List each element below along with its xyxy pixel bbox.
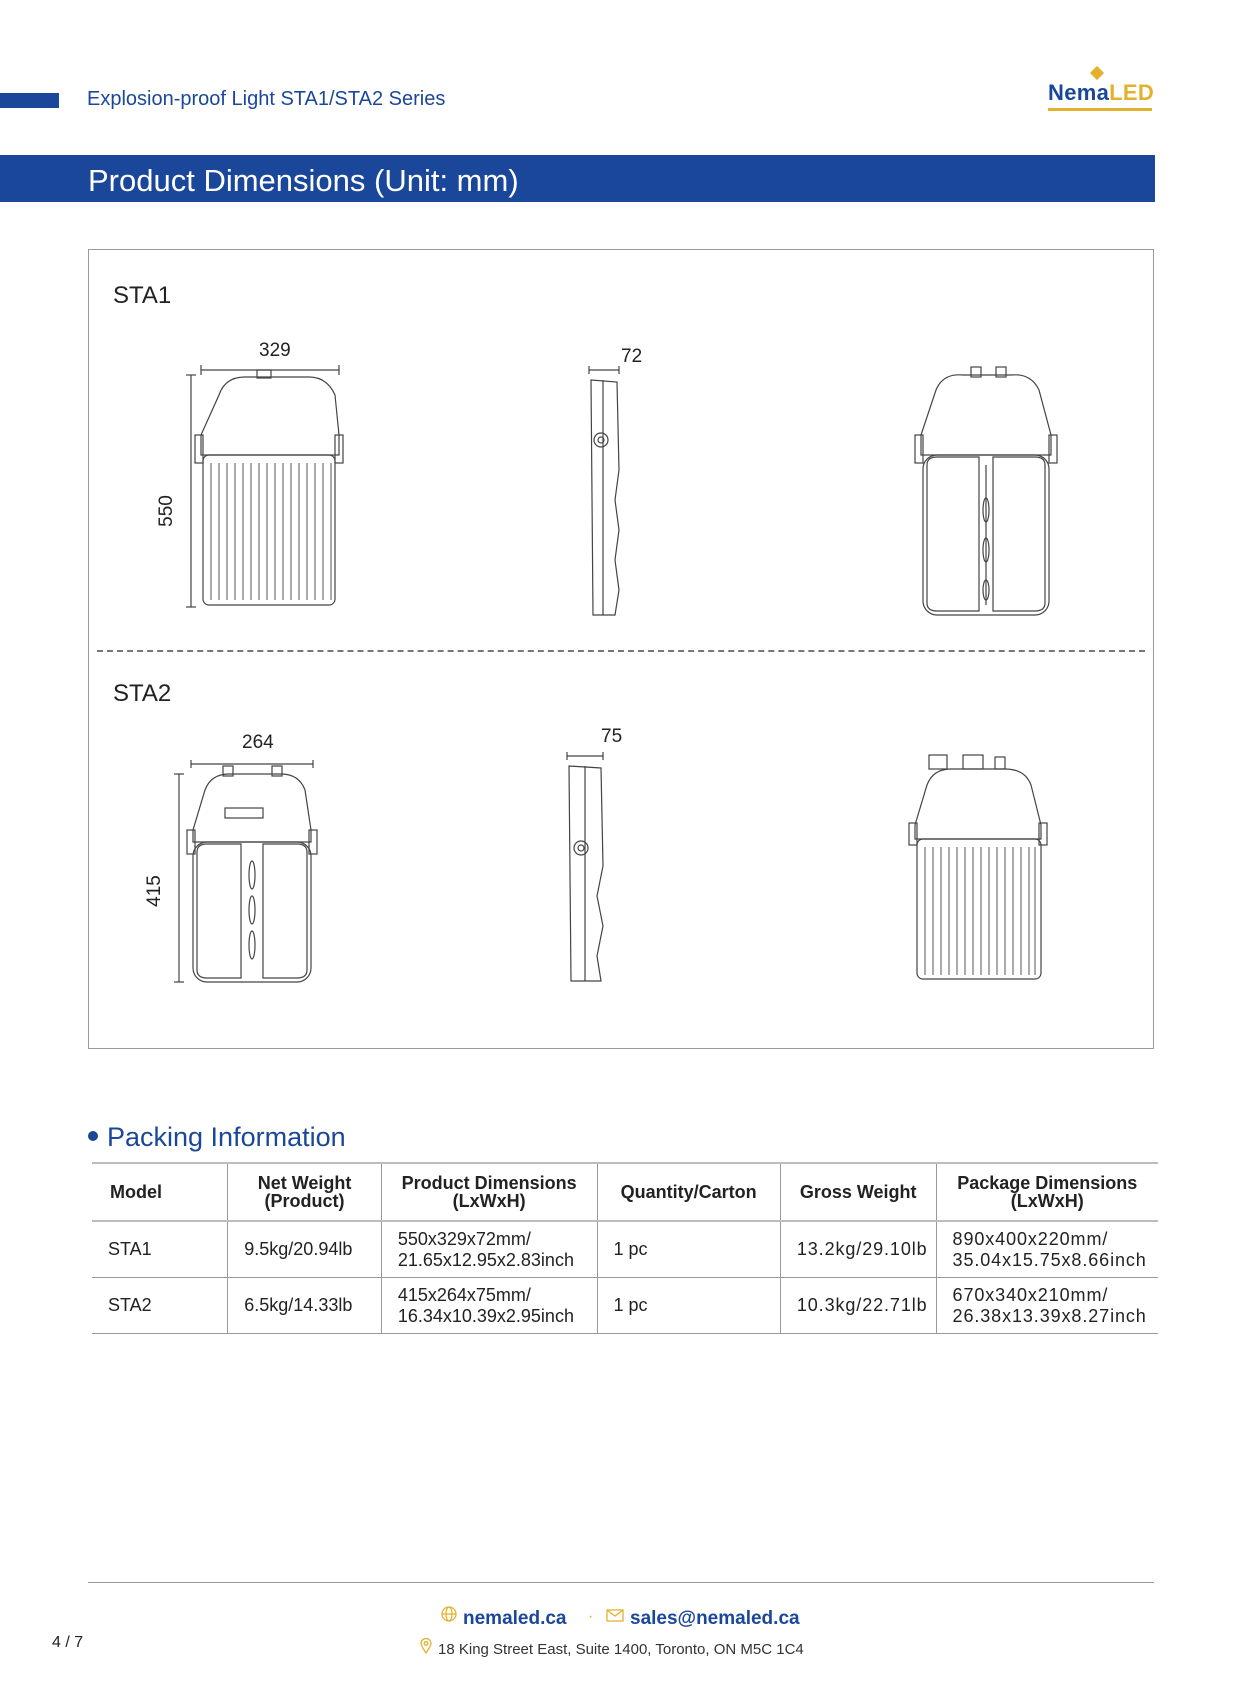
- col-header-net-weight: Net Weight (Product): [228, 1163, 382, 1221]
- banner-title: Product Dimensions (Unit: mm): [88, 163, 519, 198]
- col-header-model: Model: [92, 1163, 228, 1221]
- cell-product-dimensions: 550x329x72mm/ 21.65x12.95x2.83inch: [381, 1221, 597, 1278]
- sta1-height-label: 550: [155, 495, 177, 527]
- cell-quantity: 1 pc: [597, 1221, 780, 1278]
- cell-quantity: 1 pc: [597, 1278, 780, 1334]
- table-header-row: [92, 1163, 1158, 1221]
- sta1-side-drawing: [589, 370, 629, 620]
- model-label-sta2: STA2: [113, 680, 172, 707]
- cell-package-dimensions: 890x400x220mm/ 35.04x15.75x8.66inch: [936, 1221, 1158, 1278]
- cell-net-weight: 9.5kg/20.94lb: [228, 1221, 382, 1278]
- section-banner: [0, 155, 1155, 202]
- footer-address: 18 King Street East, Suite 1400, Toronto, ON M5C 1C4: [420, 1640, 804, 1660]
- col-header-package-dimensions: Package Dimensions (LxWxH): [936, 1163, 1158, 1221]
- envelope-icon: [606, 1606, 624, 1628]
- model-label-sta1: STA1: [113, 282, 172, 309]
- website-link[interactable]: nemaled.ca: [441, 1608, 567, 1630]
- footer-divider: [88, 1582, 1154, 1583]
- sta2-front-drawing: [177, 760, 322, 995]
- cell-product-dimensions: 415x264x75mm/ 16.34x10.39x2.95inch: [381, 1278, 597, 1334]
- col-header-quantity: Quantity/Carton: [597, 1163, 780, 1221]
- sta1-back-drawing: [911, 365, 1061, 625]
- sta1-width-label: 329: [259, 340, 291, 361]
- cell-model: STA2: [92, 1278, 228, 1334]
- table-row: [92, 1278, 1158, 1334]
- sta2-width-label: 264: [242, 732, 274, 753]
- brand-logo[interactable]: [1048, 66, 1154, 116]
- sta1-depth-label: 72: [621, 346, 643, 367]
- sta2-height-label: 415: [143, 875, 165, 907]
- bullet-icon: [88, 1131, 98, 1141]
- table-row: [92, 1221, 1158, 1278]
- location-pin-icon: [420, 1638, 432, 1658]
- sta2-depth-label: 75: [601, 726, 623, 747]
- col-header-gross-weight: Gross Weight: [780, 1163, 936, 1221]
- globe-icon: [441, 1606, 457, 1628]
- section-divider: [97, 650, 1145, 652]
- series-title: Explosion-proof Light STA1/STA2 Series: [87, 88, 446, 110]
- cell-package-dimensions: 670x340x210mm/ 26.38x13.39x8.27inch: [936, 1278, 1158, 1334]
- email-link[interactable]: sales@nemaled.ca: [606, 1608, 800, 1630]
- logo-text: NemaLED: [1048, 80, 1155, 105]
- cell-net-weight: 6.5kg/14.33lb: [228, 1278, 382, 1334]
- header-accent-bar: [0, 93, 59, 108]
- packing-table: [92, 1162, 1158, 1334]
- dimensions-panel: [88, 249, 1154, 1049]
- page-number: 4 / 7: [52, 1634, 84, 1651]
- cell-gross-weight: 10.3kg/22.71lb: [780, 1278, 936, 1334]
- cell-gross-weight: 13.2kg/29.10lb: [780, 1221, 936, 1278]
- footer-separator: ·: [588, 1608, 594, 1625]
- sta2-back-drawing: [905, 755, 1050, 990]
- col-header-product-dimensions: Product Dimensions (LxWxH): [381, 1163, 597, 1221]
- maple-leaf-icon: [1090, 66, 1104, 80]
- sta2-side-drawing: [567, 756, 612, 991]
- logo-underline: [1048, 108, 1152, 111]
- packing-heading: Packing Information: [88, 1122, 346, 1153]
- cell-model: STA1: [92, 1221, 228, 1278]
- sta1-front-drawing: [189, 365, 349, 620]
